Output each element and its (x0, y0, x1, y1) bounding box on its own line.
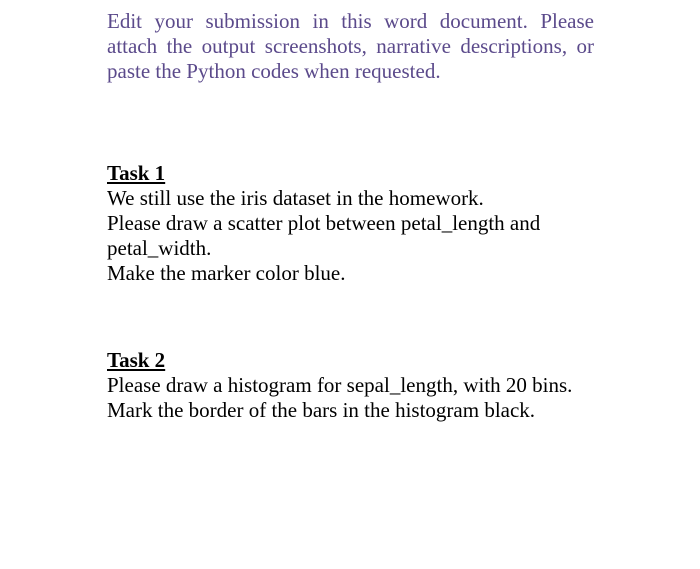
task-2-line-1: Please draw a histogram for sepal_length, with 20 bins. (107, 373, 573, 397)
instructions-paragraph: Edit your submission in this word document. Please attach the output screenshots, narrative descriptions, or paste the Python codes when requested. (107, 9, 594, 83)
task-2-line-2: Mark the border of the bars in the histogram black. (107, 398, 536, 422)
task-1-line-3: Make the marker color blue. (107, 261, 346, 285)
task-1-section (107, 161, 597, 286)
task-1-heading: Task 1 (107, 161, 166, 185)
task-1-line-1: We still use the iris dataset in the homework. (107, 186, 484, 210)
task-2-section (107, 348, 597, 423)
task-2-heading: Task 2 (107, 348, 166, 372)
task-1-line-2: Please draw a scatter plot between petal_length and petal_width. (107, 211, 541, 260)
